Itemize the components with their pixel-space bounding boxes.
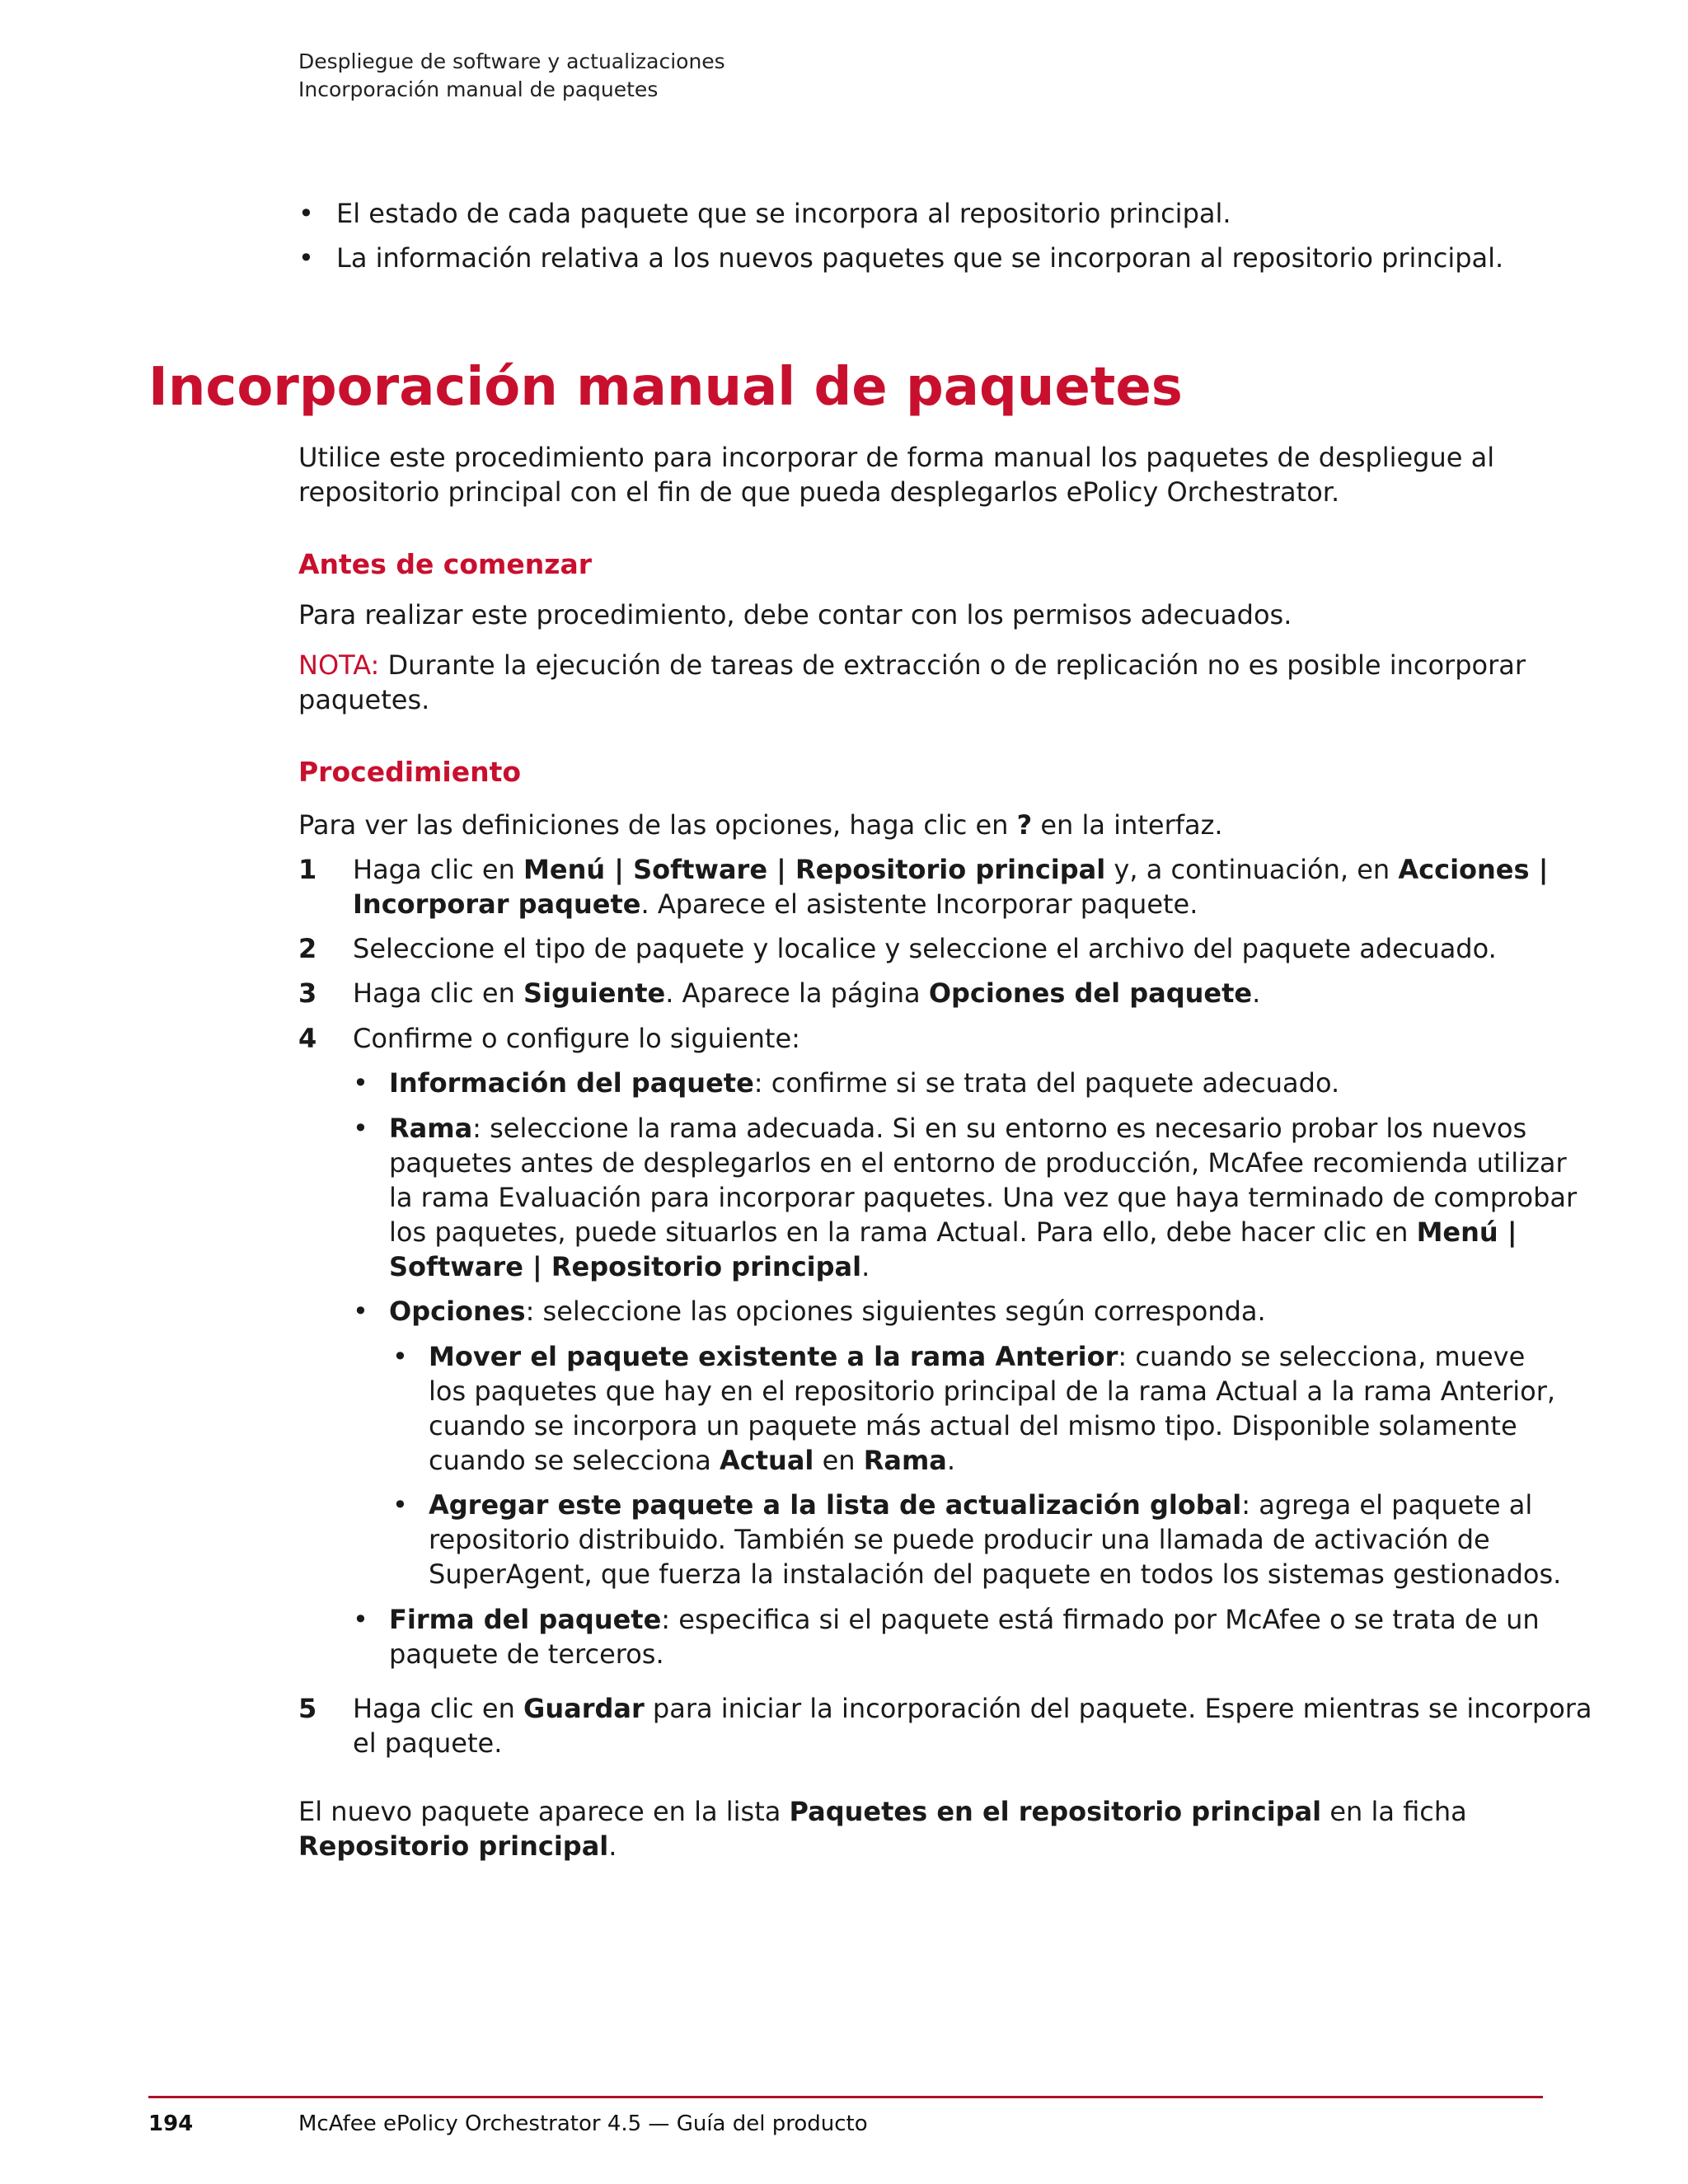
- option-term: Agregar este paquete a la lista de actualización global: [429, 1489, 1242, 1521]
- bullet-glyph: •: [298, 198, 314, 229]
- option-term: Firma del paquete: [389, 1604, 662, 1635]
- step-text-bold: Guardar: [523, 1693, 645, 1724]
- step-number: 2: [298, 933, 317, 964]
- before-text: Para realizar este procedimiento, debe contar con los permisos adecuados.: [298, 599, 1292, 630]
- step-text-bold: Siguiente: [523, 977, 666, 1009]
- note-text: Durante la ejecución de tareas de extracción o de replicación no es posible incorporar: [379, 649, 1526, 681]
- option-text: cuando se selecciona: [429, 1445, 720, 1476]
- page-number: 194: [148, 2111, 194, 2136]
- option-text: los paquetes que hay en el repositorio principal de la rama Actual a la rama Anterior,: [429, 1376, 1556, 1407]
- option-move-package: [392, 1339, 1563, 1478]
- option-text: : cuando se selecciona, mueve: [1118, 1341, 1526, 1372]
- help-hint: [298, 808, 1223, 842]
- intro-paragraph: [298, 440, 1494, 509]
- bullet-glyph: •: [353, 1113, 368, 1144]
- option-term: Opciones: [389, 1296, 526, 1327]
- option-text: .: [946, 1445, 956, 1476]
- note: [298, 648, 1526, 717]
- step-text: Haga clic en: [353, 854, 524, 885]
- option-term: Rama: [863, 1445, 947, 1476]
- result-text: .: [608, 1830, 617, 1862]
- step-text: .: [1252, 977, 1261, 1009]
- option-term: Rama: [389, 1113, 473, 1144]
- step-text: para iniciar la incorporación del paquete. Espere mientras se incorpora: [644, 1693, 1592, 1724]
- result-paragraph: [298, 1794, 1467, 1863]
- intro-bullet-text: El estado de cada paquete que se incorpora al repositorio principal.: [336, 198, 1231, 229]
- option-text: cuando se incorpora un paquete más actual del mismo tipo. Disponible solamente: [429, 1410, 1517, 1441]
- result-text: El nuevo paquete aparece en la lista: [298, 1796, 790, 1827]
- bullet-glyph: •: [353, 1067, 368, 1099]
- step-4: [298, 1021, 1551, 1056]
- step-text: y, a continuación, en: [1105, 854, 1399, 885]
- option-text: los paquetes, puede situarlos en la rama Actual. Para ello, debe hacer clic en: [389, 1216, 1417, 1248]
- option-text: : seleccione las opciones siguientes según corresponda.: [525, 1296, 1266, 1327]
- option-text: paquetes antes de desplegarlos en el entorno de producción, McAfee recomienda utilizar: [389, 1147, 1567, 1179]
- option-package-signature: [353, 1602, 1556, 1671]
- step-text: el paquete.: [353, 1727, 503, 1759]
- option-term: Menú |: [1416, 1216, 1517, 1248]
- bullet-glyph: •: [392, 1489, 408, 1521]
- option-text: .: [861, 1251, 870, 1282]
- step-number: 4: [298, 1023, 317, 1054]
- step-text: Haga clic en: [353, 1693, 524, 1724]
- procedure-heading: Procedimiento: [298, 756, 522, 788]
- step-text: Seleccione el tipo de paquete y localice y seleccione el archivo del paquete adecuado.: [353, 933, 1497, 964]
- step-text-bold: Incorporar paquete: [353, 888, 641, 920]
- step-1: [298, 852, 1551, 921]
- step-text: . Aparece el asistente Incorporar paquete.: [640, 888, 1198, 920]
- option-text: paquete de terceros.: [389, 1638, 664, 1670]
- intro-paragraph-line: Utilice este procedimiento para incorporar de forma manual los paquetes de despliegue al: [298, 442, 1495, 473]
- intro-paragraph-line: repositorio principal con el fin de que pueda desplegarlos ePolicy Orchestrator.: [298, 476, 1340, 508]
- step-text-bold: Menú | Software | Repositorio principal: [523, 854, 1106, 885]
- step-number: 5: [298, 1693, 317, 1724]
- option-text: : seleccione la rama adecuada. Si en su entorno es necesario probar los nuevos: [472, 1113, 1527, 1144]
- option-term: Actual: [720, 1445, 814, 1476]
- option-add-global-update: [392, 1488, 1563, 1591]
- section-title: Incorporación manual de paquetes: [148, 357, 1183, 418]
- option-text: : confirme si se trata del paquete adecuado.: [753, 1067, 1340, 1099]
- running-header: [298, 48, 725, 104]
- option-branch: [353, 1111, 1578, 1284]
- running-header-section: Incorporación manual de paquetes: [298, 77, 659, 101]
- running-header-chapter: Despliegue de software y actualizaciones: [298, 49, 725, 73]
- intro-bullet-text: La información relativa a los nuevos paquetes que se incorporan al repositorio principal.: [336, 242, 1504, 274]
- result-text-bold: Repositorio principal: [298, 1830, 609, 1862]
- step-text-bold: Acciones |: [1398, 854, 1549, 885]
- before-heading: Antes de comenzar: [298, 548, 593, 580]
- step-number: 3: [298, 977, 317, 1009]
- option-text: repositorio distribuido. También se puede producir una llamada de activación de: [429, 1524, 1490, 1555]
- step-3: [298, 976, 1551, 1010]
- option-text: : especifica si el paquete está firmado por McAfee o se trata de un: [661, 1604, 1540, 1635]
- note-text: paquetes.: [298, 684, 430, 715]
- result-text-bold: Paquetes en el repositorio principal: [789, 1796, 1322, 1827]
- footer-document-title: McAfee ePolicy Orchestrator 4.5 — Guía del producto: [298, 2111, 868, 2136]
- intro-bullet-2: [298, 241, 1535, 275]
- result-text: en la ficha: [1321, 1796, 1467, 1827]
- step-text: Haga clic en: [353, 977, 524, 1009]
- bullet-glyph: •: [392, 1341, 408, 1372]
- option-text: SuperAgent, que fuerza la instalación del paquete en todos los sistemas gestionados.: [429, 1558, 1562, 1590]
- step-5: [298, 1691, 1592, 1760]
- option-text: en: [814, 1445, 864, 1476]
- option-text: la rama Evaluación para incorporar paquetes. Una vez que haya terminado de comprobar: [389, 1182, 1578, 1213]
- step-number: 1: [298, 854, 317, 885]
- option-term: Información del paquete: [389, 1067, 754, 1099]
- step-text-bold: Opciones del paquete: [928, 977, 1253, 1009]
- option-term: Software | Repositorio principal: [389, 1251, 862, 1282]
- step-text: . Aparece la página: [665, 977, 929, 1009]
- bullet-glyph: •: [353, 1296, 368, 1327]
- help-hint-text: Para ver las definiciones de las opciones, haga clic en: [298, 809, 1017, 841]
- step-text: Confirme o configure lo siguiente:: [353, 1023, 800, 1054]
- option-text: : agrega el paquete al: [1241, 1489, 1533, 1521]
- help-hint-text: en la interfaz.: [1032, 809, 1223, 841]
- help-hint-symbol: ?: [1016, 809, 1033, 841]
- option-term: Mover el paquete existente a la rama Anterior: [429, 1341, 1118, 1372]
- footer-rule: [148, 2096, 1543, 2098]
- option-options: [353, 1294, 1556, 1329]
- note-label: NOTA:: [298, 649, 380, 681]
- bullet-glyph: •: [298, 242, 314, 274]
- intro-bullet-1: [298, 196, 1535, 231]
- bullet-glyph: •: [353, 1604, 368, 1635]
- step-2: [298, 931, 1551, 966]
- option-package-info: [353, 1066, 1556, 1100]
